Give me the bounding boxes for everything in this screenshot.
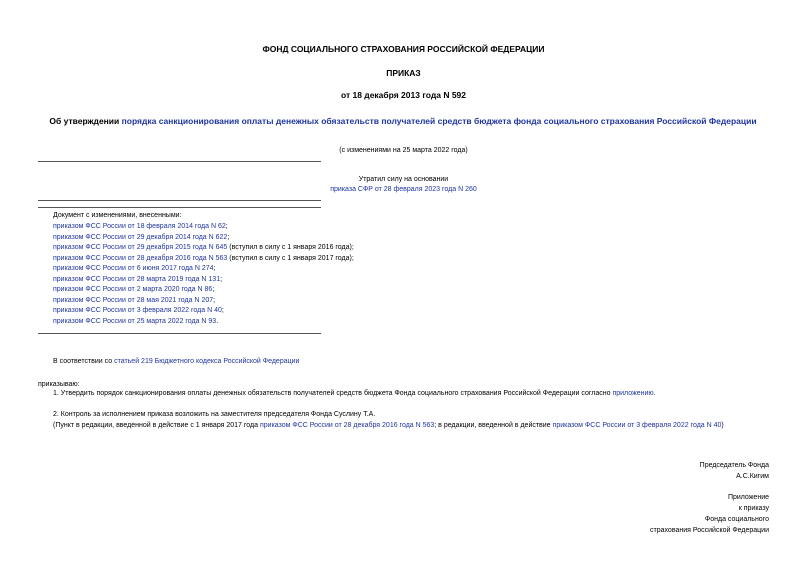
note-link-2[interactable]: приказом ФСС России от 3 февраля 2022 года N 40	[552, 422, 722, 429]
status-link[interactable]: приказа СФР от 28 февраля 2023 года N 260	[330, 186, 477, 193]
list-item	[53, 234, 229, 241]
change-link[interactable]: приказом ФСС России от 29 декабря 2014 года N 622	[53, 234, 228, 241]
change-suffix: ;	[227, 234, 230, 241]
divider	[38, 200, 321, 201]
change-suffix: (вступил в силу с 1 января 2017 года);	[227, 255, 354, 262]
basis-paragraph	[53, 356, 299, 367]
edition-note: (с изменениями на 25 марта 2022 года)	[339, 147, 468, 154]
divider	[38, 207, 321, 208]
note-end: )	[721, 422, 724, 429]
divider	[38, 161, 321, 162]
change-suffix: ;	[213, 265, 216, 272]
change-suffix: (вступил в силу с 1 января 2016 года);	[227, 244, 354, 251]
change-link[interactable]: приказом ФСС России от 28 декабря 2016 года N 563	[53, 255, 228, 262]
change-suffix: ;	[212, 286, 215, 293]
divider	[38, 333, 321, 334]
doc-type: ПРИКАЗ	[386, 68, 421, 78]
list-item	[53, 265, 216, 272]
list-item	[53, 244, 354, 251]
list-item	[53, 318, 218, 325]
signer-name: А.С.Кигим	[736, 473, 769, 480]
change-link[interactable]: приказом ФСС России от 28 мая 2021 года N 207	[53, 297, 214, 304]
change-suffix: ;	[225, 223, 228, 230]
note-mid: ; в редакции, введенной в действие	[434, 422, 553, 429]
appendix-line: страхования Российской Федерации	[650, 527, 769, 534]
signature-block	[700, 460, 769, 482]
list-item	[53, 255, 354, 262]
change-suffix: ;	[220, 276, 223, 283]
org-name: ФОНД СОЦИАЛЬНОГО СТРАХОВАНИЯ РОССИЙСКОЙ ФЕДЕРАЦИИ	[262, 44, 545, 54]
title-link[interactable]: порядка санкционирования оплаты денежных обязательств получателей средств бюджета фонда социального страхования Российской Федерации	[121, 116, 757, 126]
appendix-line: Фонда социального	[704, 516, 769, 523]
page-title	[38, 115, 768, 127]
note-link-1[interactable]: приказом ФСС России от 28 декабря 2016 года N 563	[259, 422, 435, 429]
change-link[interactable]: приказом ФСС России от 18 февраля 2014 года N 62	[53, 223, 226, 230]
change-link[interactable]: приказом ФСС России от 29 декабря 2015 года N 645	[53, 244, 228, 251]
appendix-line: Приложение	[727, 494, 769, 501]
p1-text: 1. Утвердить порядок санкционирования оплаты денежных обязательств получателей средств бюджета Фонда социального страхования Российской Федерации согласно	[53, 390, 613, 397]
change-link[interactable]: приказом ФСС России от 3 февраля 2022 года N 40	[53, 307, 222, 314]
basis-prefix: В соответствии со	[53, 358, 115, 365]
p1-end: .	[653, 390, 656, 397]
paragraph-2-note	[53, 420, 724, 431]
change-link[interactable]: приказом ФСС России от 25 марта 2022 года N 93	[53, 318, 217, 325]
list-item	[53, 307, 224, 314]
list-item	[53, 276, 222, 283]
change-suffix: ;	[221, 307, 224, 314]
doc-date: от 18 декабря 2013 года N 592	[340, 90, 467, 100]
change-link[interactable]: приказом ФСС России от 28 марта 2019 года N 131	[53, 276, 221, 283]
basis-link[interactable]: статьей 219 Бюджетного кодекса Российской Федерации	[114, 358, 300, 365]
paragraph-2: 2. Контроль за исполнением приказа возложить на заместителя председателя Фонда Суслину Т.А.	[53, 411, 376, 418]
change-suffix: ;	[213, 297, 216, 304]
change-link[interactable]: приказом ФСС России от 6 июня 2017 года N 274	[53, 265, 214, 272]
paragraph-1	[53, 388, 656, 399]
title-prefix: Об утверждении	[49, 116, 122, 126]
appendix-block	[650, 492, 769, 536]
signer-position: Председатель Фонда	[699, 462, 769, 469]
list-item	[53, 223, 228, 230]
note-prefix: (Пункт в редакции, введенной в действие с 1 января 2017 года	[53, 422, 260, 429]
appendix-line: к приказу	[738, 505, 769, 512]
changes-intro: Документ с изменениями, внесенными:	[53, 212, 182, 219]
appendix-link[interactable]: приложению	[612, 390, 654, 397]
change-link[interactable]: приказом ФСС России от 2 марта 2020 года N 86	[53, 286, 213, 293]
status-text: Утратил силу на основании	[358, 176, 449, 183]
list-item	[53, 286, 214, 293]
list-item	[53, 297, 215, 304]
order-word: приказываю:	[38, 381, 80, 388]
change-suffix: .	[216, 318, 219, 325]
